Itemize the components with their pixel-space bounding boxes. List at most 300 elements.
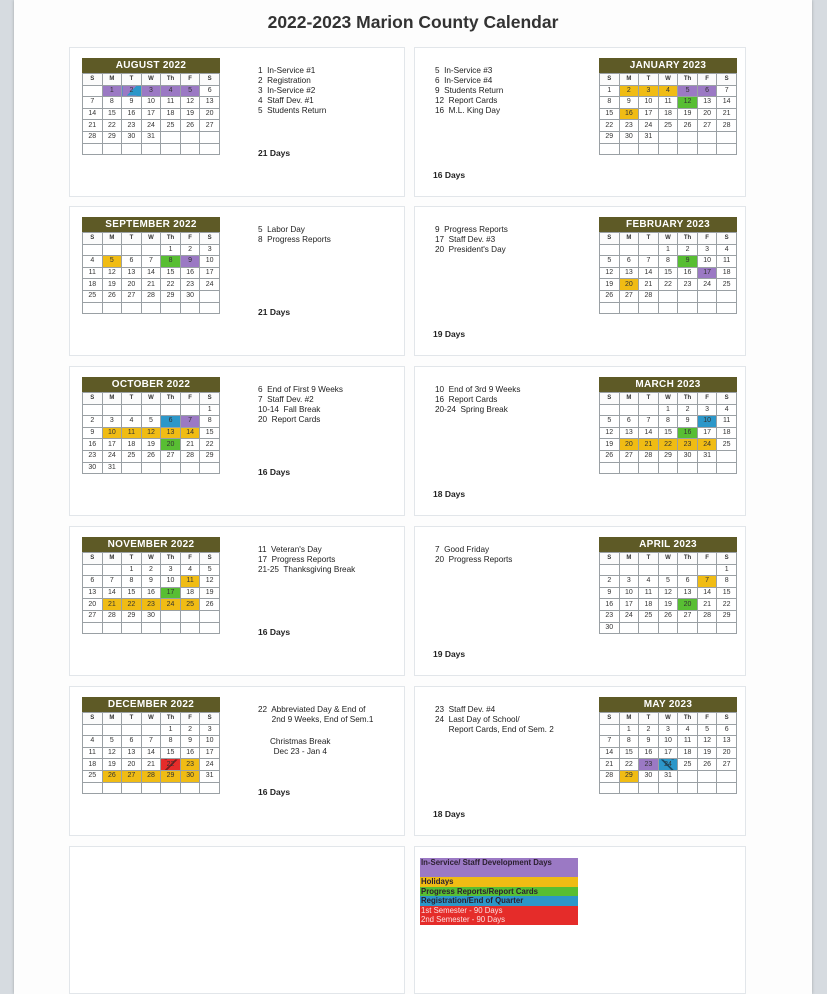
day-cell: 27 <box>697 120 717 132</box>
empty-cell <box>180 622 200 634</box>
empty-cell <box>122 302 142 314</box>
empty-cell <box>141 622 161 634</box>
weekday-header: Th <box>678 393 698 405</box>
empty-cell <box>102 302 122 314</box>
calendar-page <box>14 0 812 994</box>
day-cell: 22 <box>161 279 181 291</box>
day-cell: 7 <box>83 97 103 109</box>
event-item: 6 End of First 9 Weeks <box>258 385 343 394</box>
day-cell: 7 <box>180 416 200 428</box>
empty-cell <box>658 131 678 143</box>
day-cell: 3 <box>141 85 161 97</box>
day-cell: 17 <box>697 267 717 279</box>
day-cell: 21 <box>83 120 103 132</box>
day-cell: 8 <box>102 97 122 109</box>
weekday-header: Th <box>678 233 698 245</box>
weekday-header: F <box>697 553 717 565</box>
weekday-header: F <box>697 233 717 245</box>
day-cell: 18 <box>83 759 103 771</box>
empty-cell <box>141 404 161 416</box>
empty-cell <box>200 131 220 143</box>
day-cell: 9 <box>600 587 620 599</box>
day-cell: 12 <box>678 97 698 109</box>
day-cell: 27 <box>161 450 181 462</box>
day-cell: 23 <box>600 610 620 622</box>
day-cell: 11 <box>717 416 737 428</box>
day-cell: 28 <box>141 290 161 302</box>
day-cell: 10 <box>102 427 122 439</box>
day-cell: 12 <box>102 747 122 759</box>
weekday-header: T <box>639 233 659 245</box>
weekday-header: S <box>83 74 103 86</box>
day-cell: 25 <box>180 599 200 611</box>
day-cell: 17 <box>200 267 220 279</box>
empty-cell <box>83 85 103 97</box>
event-list <box>258 385 343 425</box>
day-cell: 28 <box>141 770 161 782</box>
day-cell: 18 <box>717 427 737 439</box>
day-cell: 13 <box>678 587 698 599</box>
empty-cell <box>141 143 161 155</box>
day-cell: 6 <box>619 256 639 268</box>
day-cell: 17 <box>658 747 678 759</box>
day-cell: 14 <box>697 587 717 599</box>
day-cell: 1 <box>717 564 737 576</box>
day-cell: 20 <box>619 439 639 451</box>
day-cell: 20 <box>122 759 142 771</box>
month-panel-august <box>69 47 405 197</box>
day-cell: 15 <box>600 108 620 120</box>
day-cell: 26 <box>697 759 717 771</box>
day-cell: 31 <box>658 770 678 782</box>
day-cell: 24 <box>141 120 161 132</box>
weekday-header: S <box>83 553 103 565</box>
empty-cell <box>697 564 717 576</box>
empty-cell <box>717 131 737 143</box>
day-cell: 19 <box>678 108 698 120</box>
school-days-count: 19 Days <box>433 649 466 659</box>
weekday-header: S <box>600 553 620 565</box>
month-title: FEBRUARY 2023 <box>599 217 737 232</box>
day-cell: 14 <box>83 108 103 120</box>
day-cell: 8 <box>600 97 620 109</box>
day-cell: 5 <box>180 85 200 97</box>
month-title: DECEMBER 2022 <box>82 697 220 712</box>
day-cell: 17 <box>102 439 122 451</box>
day-cell: 13 <box>717 736 737 748</box>
day-cell: 4 <box>161 85 181 97</box>
day-cell: 12 <box>200 576 220 588</box>
day-cell: 25 <box>717 439 737 451</box>
day-cell: 5 <box>141 416 161 428</box>
empty-cell <box>697 782 717 794</box>
day-cell: 20 <box>678 599 698 611</box>
weekday-header: Th <box>161 393 181 405</box>
weekday-header: S <box>83 393 103 405</box>
weekday-header: T <box>122 393 142 405</box>
day-cell: 13 <box>619 267 639 279</box>
day-cell: 11 <box>658 97 678 109</box>
event-item: 7 Good Friday <box>435 545 490 554</box>
legend-item: Registration/End of Quarter <box>420 896 578 906</box>
event-list <box>435 705 554 735</box>
day-cell: 21 <box>180 439 200 451</box>
day-cell: 19 <box>102 759 122 771</box>
day-cell: 11 <box>122 427 142 439</box>
day-cell: 27 <box>83 610 103 622</box>
empty-cell <box>658 143 678 155</box>
empty-cell <box>717 782 737 794</box>
weekday-header: T <box>122 74 142 86</box>
empty-cell <box>717 302 737 314</box>
empty-cell <box>717 290 737 302</box>
weekday-header: S <box>83 713 103 725</box>
day-cell: 21 <box>717 108 737 120</box>
day-cell: 9 <box>180 736 200 748</box>
day-cell: 17 <box>619 599 639 611</box>
day-cell: 20 <box>83 599 103 611</box>
day-cell: 6 <box>678 576 698 588</box>
month-calendar <box>82 58 220 155</box>
month-calendar <box>599 537 737 634</box>
day-cell: 7 <box>717 85 737 97</box>
day-cell: 19 <box>200 587 220 599</box>
day-cell: 24 <box>200 759 220 771</box>
month-panel-march <box>414 366 746 516</box>
event-item: 20 Report Cards <box>258 415 321 424</box>
empty-cell <box>161 462 181 474</box>
empty-cell <box>161 143 181 155</box>
day-cell: 11 <box>161 97 181 109</box>
day-cell: 11 <box>83 267 103 279</box>
weekday-header: S <box>717 393 737 405</box>
weekday-header: F <box>180 74 200 86</box>
day-cell: 29 <box>619 770 639 782</box>
day-cell: 24 <box>658 759 678 771</box>
weekday-header: Th <box>678 74 698 86</box>
weekday-header: W <box>141 393 161 405</box>
day-cell: 7 <box>141 736 161 748</box>
day-cell: 30 <box>122 131 142 143</box>
weekday-header: M <box>102 233 122 245</box>
empty-cell <box>658 782 678 794</box>
day-cell: 28 <box>717 120 737 132</box>
day-cell: 17 <box>161 587 181 599</box>
day-cell: 24 <box>697 279 717 291</box>
day-cell: 8 <box>161 256 181 268</box>
empty-cell <box>161 302 181 314</box>
event-item: 6 In-Service #4 <box>435 76 493 85</box>
day-cell: 3 <box>658 724 678 736</box>
day-cell: 28 <box>102 610 122 622</box>
empty-cell <box>639 244 659 256</box>
weekday-header: W <box>658 74 678 86</box>
weekday-header: M <box>619 553 639 565</box>
empty-cell <box>658 302 678 314</box>
empty-cell <box>697 143 717 155</box>
day-cell: 14 <box>180 427 200 439</box>
event-item: 20 President's Day <box>435 245 506 254</box>
day-cell: 29 <box>658 450 678 462</box>
day-cell: 10 <box>161 576 181 588</box>
weekday-header: M <box>619 233 639 245</box>
day-cell: 6 <box>697 85 717 97</box>
day-cell: 4 <box>717 244 737 256</box>
weekday-header: T <box>639 393 659 405</box>
day-cell: 23 <box>180 759 200 771</box>
empty-cell <box>678 770 698 782</box>
weekday-header: T <box>639 74 659 86</box>
empty-cell <box>717 143 737 155</box>
empty-cell <box>83 404 103 416</box>
empty-cell <box>600 564 620 576</box>
month-title: APRIL 2023 <box>599 537 737 552</box>
day-cell: 6 <box>161 416 181 428</box>
empty-cell <box>102 622 122 634</box>
school-days-count: 19 Days <box>433 329 466 339</box>
empty-cell <box>161 610 181 622</box>
day-cell: 2 <box>600 576 620 588</box>
day-cell: 22 <box>600 120 620 132</box>
day-cell: 22 <box>619 759 639 771</box>
day-cell: 18 <box>658 108 678 120</box>
weekday-header: Th <box>161 233 181 245</box>
weekday-header: S <box>717 553 737 565</box>
empty-cell <box>200 622 220 634</box>
day-cell: 26 <box>180 120 200 132</box>
day-cell: 10 <box>697 416 717 428</box>
event-item: 2 Registration <box>258 76 311 85</box>
day-cell: 30 <box>639 770 659 782</box>
weekday-header: W <box>658 713 678 725</box>
empty-cell <box>200 290 220 302</box>
day-cell: 23 <box>83 450 103 462</box>
month-calendar <box>82 377 220 474</box>
day-cell: 29 <box>717 610 737 622</box>
day-cell: 9 <box>141 576 161 588</box>
month-panel-may <box>414 686 746 836</box>
day-cell: 2 <box>122 85 142 97</box>
day-cell: 26 <box>600 290 620 302</box>
empty-cell <box>678 782 698 794</box>
day-cell: 1 <box>658 404 678 416</box>
month-calendar <box>82 217 220 314</box>
day-cell: 8 <box>200 416 220 428</box>
day-cell: 15 <box>161 747 181 759</box>
month-title: MARCH 2023 <box>599 377 737 392</box>
day-cell: 25 <box>639 610 659 622</box>
event-item: 7 Staff Dev. #2 <box>258 395 314 404</box>
day-cell: 30 <box>678 450 698 462</box>
weekday-header: M <box>102 713 122 725</box>
day-cell: 16 <box>678 267 698 279</box>
weekday-header: W <box>141 74 161 86</box>
school-days-count: 16 Days <box>433 170 466 180</box>
empty-cell <box>619 462 639 474</box>
day-cell: 31 <box>639 131 659 143</box>
day-cell: 17 <box>141 108 161 120</box>
day-cell: 12 <box>658 587 678 599</box>
day-cell: 3 <box>200 724 220 736</box>
weekday-header: F <box>180 553 200 565</box>
day-cell: 15 <box>161 267 181 279</box>
weekday-header: M <box>102 393 122 405</box>
weekday-header: S <box>83 233 103 245</box>
day-cell: 18 <box>83 279 103 291</box>
day-cell: 3 <box>639 85 659 97</box>
month-panel-november <box>69 526 405 676</box>
legend-item: In-Service/ Staff Development Days <box>420 858 578 877</box>
event-list <box>258 225 331 245</box>
day-cell: 24 <box>200 279 220 291</box>
day-cell: 8 <box>161 736 181 748</box>
empty-cell <box>639 404 659 416</box>
day-cell: 20 <box>619 279 639 291</box>
month-title: NOVEMBER 2022 <box>82 537 220 552</box>
event-item: 22 Abbreviated Day & End of <box>258 705 366 714</box>
day-cell: 2 <box>678 404 698 416</box>
empty-cell <box>122 462 142 474</box>
weekday-header: Th <box>678 713 698 725</box>
month-calendar <box>82 697 220 794</box>
day-cell: 7 <box>600 736 620 748</box>
day-cell: 28 <box>639 290 659 302</box>
empty-cell <box>619 244 639 256</box>
day-cell: 13 <box>200 97 220 109</box>
day-cell: 2 <box>678 244 698 256</box>
note-line: Christmas Break <box>270 737 331 746</box>
event-item: 5 Labor Day <box>258 225 305 234</box>
event-item: 16 M.L. King Day <box>435 106 501 115</box>
day-cell: 2 <box>83 416 103 428</box>
weekday-header: W <box>141 553 161 565</box>
empty-cell <box>619 564 639 576</box>
day-cell: 22 <box>200 439 220 451</box>
school-days-count: 16 Days <box>258 467 291 477</box>
day-cell: 23 <box>678 439 698 451</box>
day-cell: 21 <box>141 279 161 291</box>
day-cell: 25 <box>83 770 103 782</box>
month-panel-september <box>69 206 405 356</box>
day-cell: 12 <box>180 97 200 109</box>
empty-cell <box>697 622 717 634</box>
empty-cell <box>161 622 181 634</box>
day-cell: 12 <box>600 427 620 439</box>
month-calendar <box>82 537 220 634</box>
event-item: 4 Staff Dev. #1 <box>258 96 314 105</box>
empty-cell <box>102 564 122 576</box>
day-cell: 11 <box>639 587 659 599</box>
empty-cell <box>678 462 698 474</box>
day-cell: 26 <box>658 610 678 622</box>
day-cell: 15 <box>658 427 678 439</box>
day-cell: 26 <box>102 290 122 302</box>
empty-cell <box>83 782 103 794</box>
day-cell: 14 <box>717 97 737 109</box>
empty-cell <box>658 462 678 474</box>
weekday-header: T <box>122 713 142 725</box>
day-cell: 4 <box>678 724 698 736</box>
day-cell: 1 <box>619 724 639 736</box>
day-cell: 24 <box>697 439 717 451</box>
day-cell: 30 <box>141 610 161 622</box>
event-item: 23 Staff Dev. #4 <box>435 705 496 714</box>
event-list <box>258 705 373 725</box>
day-cell: 4 <box>83 256 103 268</box>
day-cell: 19 <box>697 747 717 759</box>
day-cell: 7 <box>141 256 161 268</box>
day-cell: 3 <box>200 244 220 256</box>
weekday-header: F <box>180 233 200 245</box>
day-cell: 7 <box>639 416 659 428</box>
empty-cell <box>122 244 142 256</box>
month-title: JANUARY 2023 <box>599 58 737 73</box>
day-cell: 10 <box>200 736 220 748</box>
day-cell: 23 <box>141 599 161 611</box>
day-cell: 3 <box>102 416 122 428</box>
day-cell: 16 <box>600 599 620 611</box>
empty-cell <box>102 244 122 256</box>
day-cell: 11 <box>180 576 200 588</box>
day-cell: 8 <box>122 576 142 588</box>
day-cell: 30 <box>600 622 620 634</box>
day-cell: 1 <box>161 244 181 256</box>
day-cell: 20 <box>697 108 717 120</box>
day-cell: 27 <box>200 120 220 132</box>
empty-cell <box>180 404 200 416</box>
day-cell: 10 <box>697 256 717 268</box>
school-days-count: 18 Days <box>433 489 466 499</box>
empty-cell <box>658 290 678 302</box>
empty-cell <box>83 564 103 576</box>
note-line: Dec 23 - Jan 4 <box>273 747 327 756</box>
weekday-header: W <box>141 713 161 725</box>
weekday-header: T <box>639 553 659 565</box>
empty-cell <box>180 782 200 794</box>
day-cell: 30 <box>619 131 639 143</box>
weekday-header: Th <box>161 74 181 86</box>
empty-cell <box>639 622 659 634</box>
legend <box>420 858 578 925</box>
school-days-count: 18 Days <box>433 809 466 819</box>
weekday-header: S <box>200 713 220 725</box>
day-cell: 10 <box>658 736 678 748</box>
break-note <box>270 737 331 757</box>
day-cell: 3 <box>697 404 717 416</box>
school-days-count: 21 Days <box>258 148 291 158</box>
weekday-header: F <box>180 393 200 405</box>
event-list <box>435 545 512 565</box>
day-cell: 10 <box>619 587 639 599</box>
day-cell: 20 <box>200 108 220 120</box>
day-cell: 16 <box>180 267 200 279</box>
weekday-header: F <box>180 713 200 725</box>
empty-cell <box>141 244 161 256</box>
day-cell: 18 <box>639 599 659 611</box>
empty-cell <box>180 610 200 622</box>
day-cell: 17 <box>697 427 717 439</box>
weekday-header: Th <box>678 553 698 565</box>
month-panel-october <box>69 366 405 516</box>
day-cell: 16 <box>619 108 639 120</box>
day-cell: 2 <box>180 724 200 736</box>
day-cell: 6 <box>122 736 142 748</box>
day-cell: 29 <box>122 610 142 622</box>
day-cell: 3 <box>697 244 717 256</box>
weekday-header: F <box>697 713 717 725</box>
event-item: 21-25 Thanksgiving Break <box>258 565 356 574</box>
day-cell: 16 <box>678 427 698 439</box>
